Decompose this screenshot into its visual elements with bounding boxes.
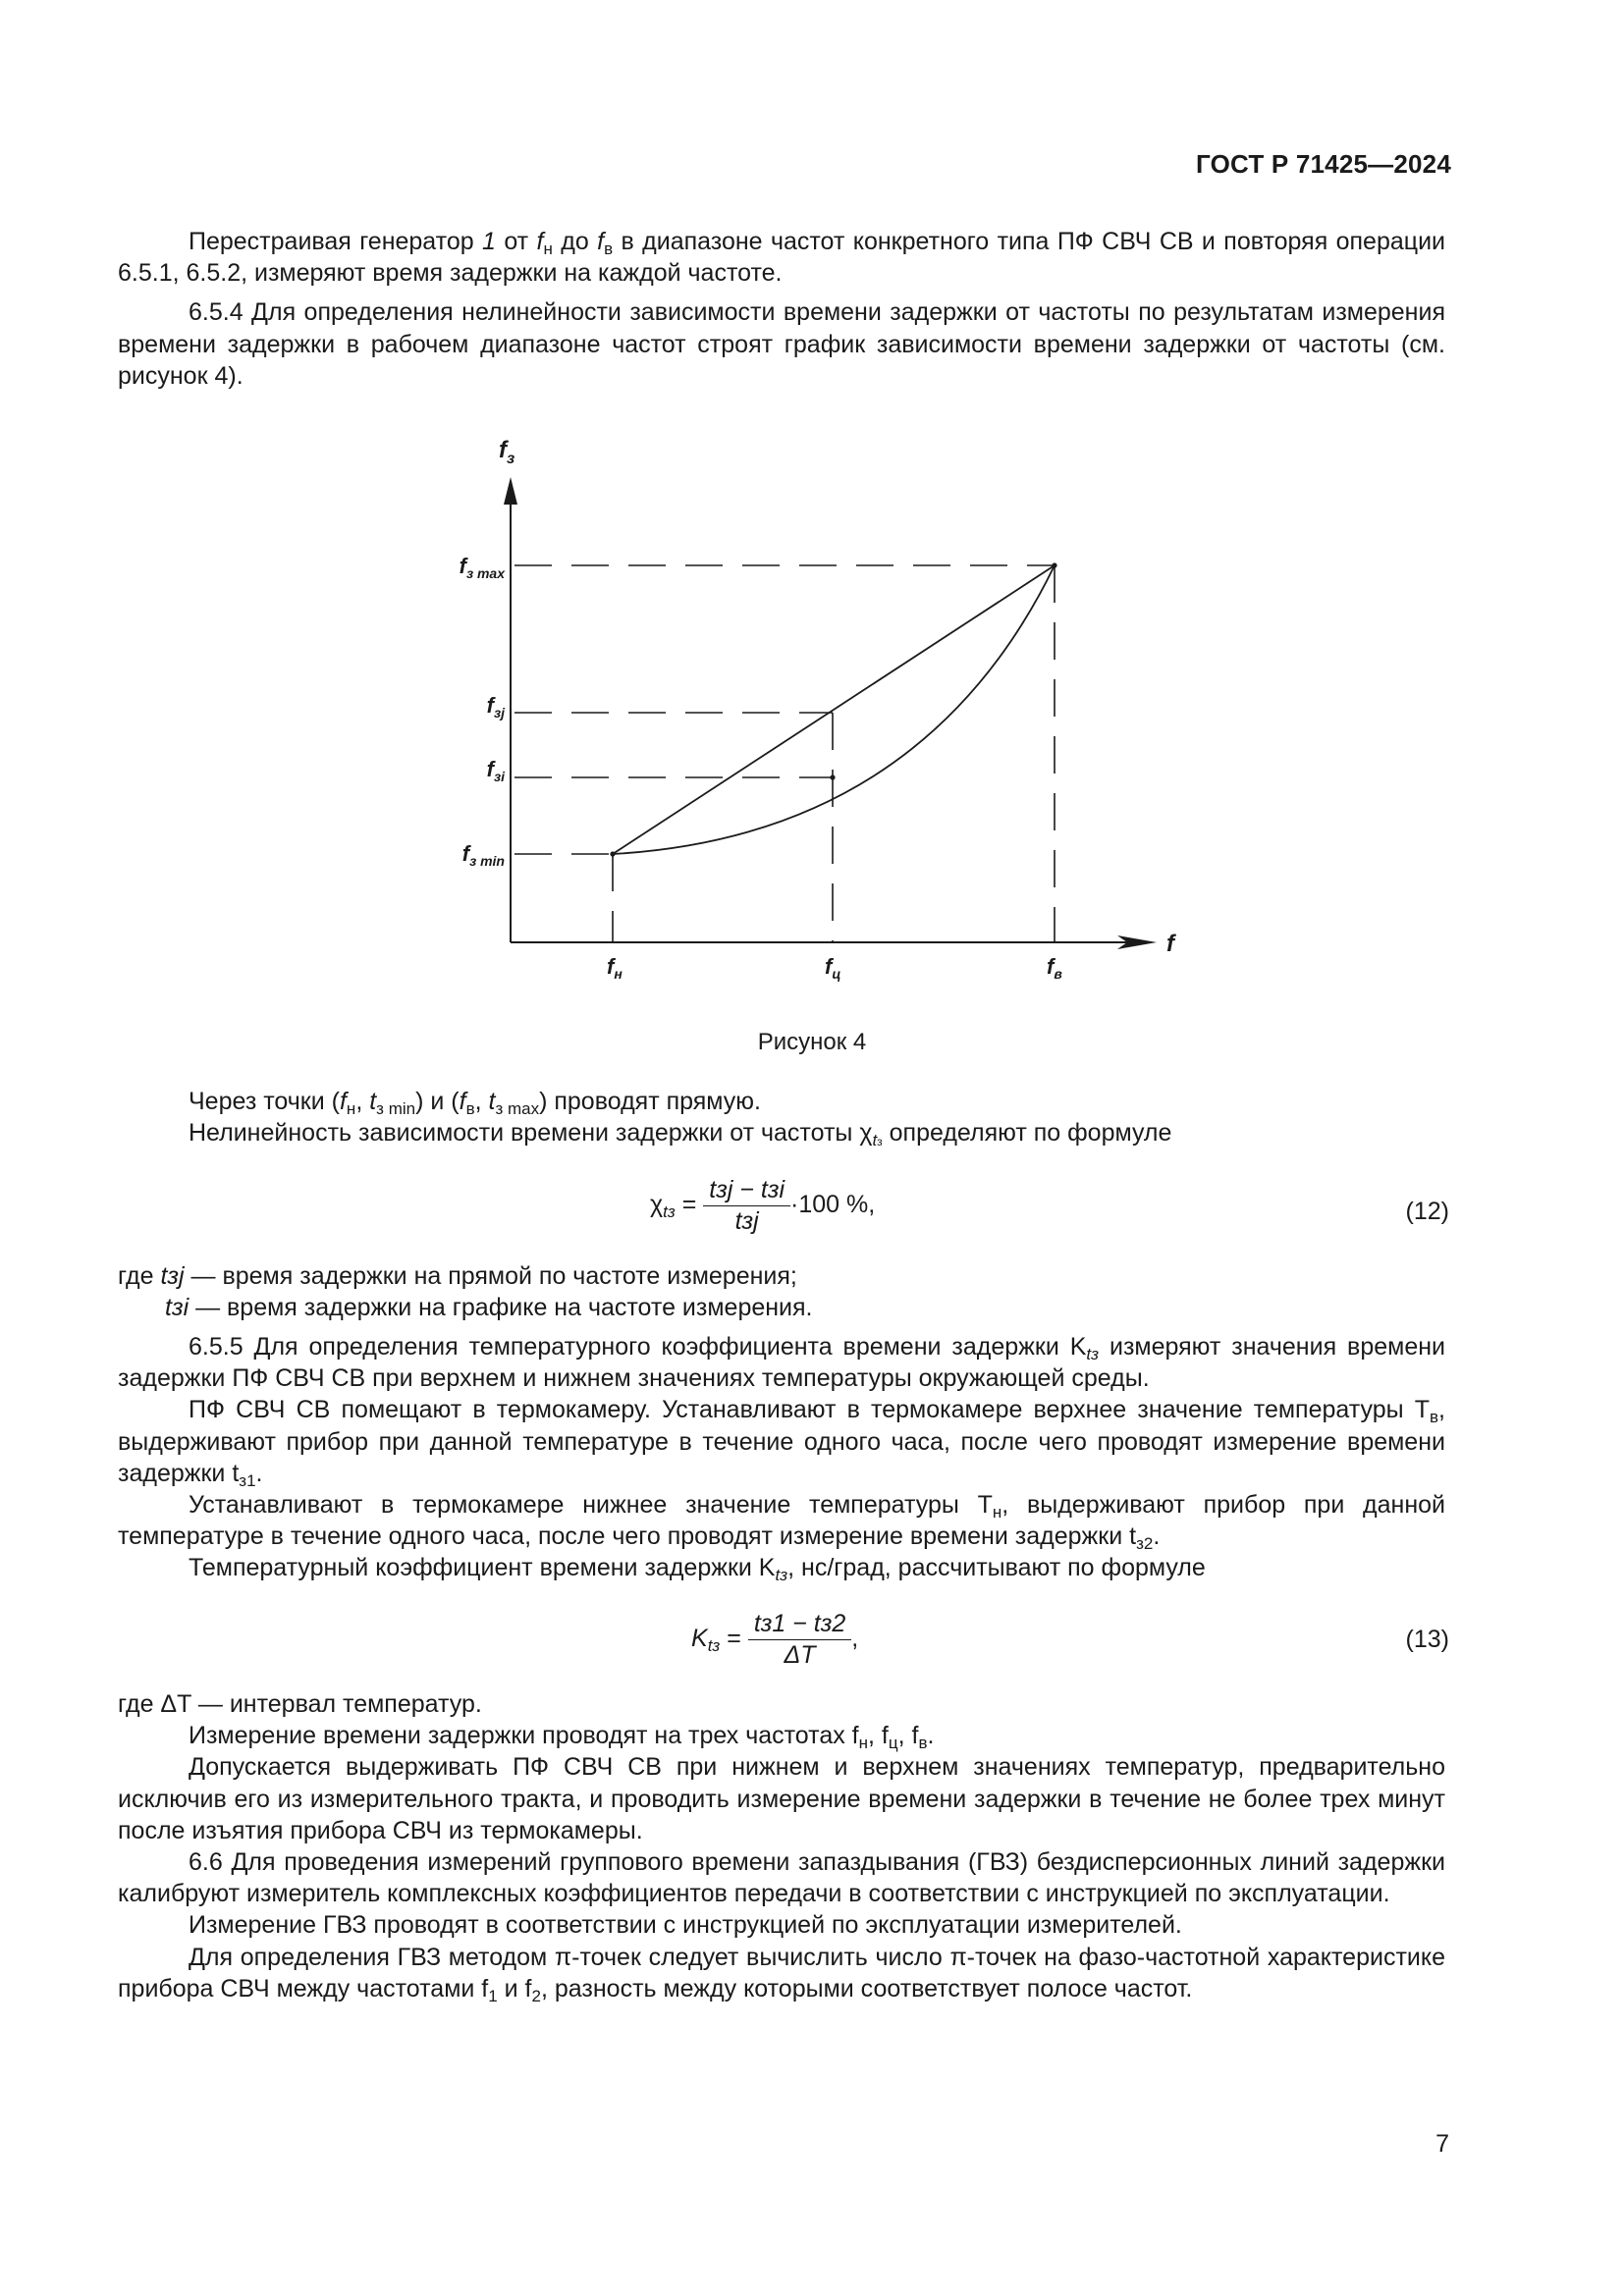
figure-caption: Рисунок 4 [757,1029,867,1055]
formula-12-fraction: $\frac{\text{tзj − tзi}}{\text{tзj}}$ [703,1176,790,1236]
point-max [1052,562,1056,567]
paragraph-6-6: 6.6 Для проведения измерений группового времени запаздывания (ГВЗ) бездисперсионных линий задержки калибруют измеритель комплексных коэффициентов передачи в соответствии с инструкцией по эксплуатации. [118,1848,1445,1908]
y-tick-fmax: $f_{з max}$ [459,554,505,581]
page-number: 7 [1435,2130,1449,2158]
equation-number-13: (13) [1405,1626,1449,1653]
measurement-text [118,1688,1445,2004]
x-axis-title: f [1166,931,1174,957]
equation-number-12: (12) [1405,1198,1449,1225]
paragraph-6-5-5: 6.5.5 Для определения температурного коэффициента времени задержки $K_{tз}$ измеряют значения времени задержки ПФ СВЧ СВ при верхнем и нижнем значениях температуры окружающей среды. [118,1333,1446,1393]
paragraph-nonlinearity: Нелинейность зависимости времени задержки от частоты $\chi_{tз}$ определяют по формуле [189,1119,1172,1150]
straight-line [613,565,1055,854]
intro-text [118,226,1445,392]
paragraph-points: Через точки ($f_н$, $t_{з min}$) и ($f_в$, $t_{з max}$) проводят прямую. [189,1088,761,1118]
y-axis-title: $f_з$ [499,437,515,467]
y-tick-fmin: $f_{з min}$ [461,841,505,869]
where-13: где ΔT — интервал температур. [118,1690,482,1718]
paragraph-allowed: Допускается выдерживать ПФ СВЧ СВ при нижнем и верхнем значениях температур, предварительно исключив его из измерительного тракта, и проводить измерение времени задержки в течение не более трех минут после изъятия прибора СВЧ из термокамеры. [118,1753,1445,1844]
y-axis-arrow [504,477,517,505]
paragraph-three-frequencies: Измерение времени задержки проводят на трех частотах $f_н$, $f_ц$, $f_в$. [189,1722,935,1753]
paragraph-6-5-4: 6.5.4 Для определения нелинейности зависимости времени задержки от частоты по результатам измерения времени задержки в рабочем диапазоне частот строят график зависимости времени задержки от частоты (см. рисунок 4). [118,298,1445,390]
document-header: ГОСТ Р 71425—2024 [1196,149,1451,179]
where-12-line-1: где tзj — время задержки на прямой по частоте измерения; [118,1262,797,1290]
paragraph-gvz-measurement: Измерение ГВЗ проводят в соответствии с инструкцией по эксплуатации измерителей. [189,1911,1182,1940]
paragraph-coefficient-formula-intro: Температурный коэффициент времени задержки $K_{tз}$, нс/град, рассчитывают по формуле [189,1554,1206,1585]
paragraph-thermochamber-upper: ПФ СВЧ СВ помещают в термокамеру. Устанавливают в термокамере верхнее значение температуры $T_в$, выдерживают прибор при данной температуре в течение одного часа, после чего проводят измерение времени задержки $t_{з1}$. [118,1396,1445,1490]
formula-13-fraction: $\frac{tз1 - tз2}{\Delta T}$ [748,1610,851,1670]
y-tick-fj: $f_{зj}$ [486,693,505,721]
temperature-coefficient-text [118,1331,1445,1584]
x-tick-fc: $f_ц$ [825,954,841,982]
formula-13: $K_{tз}$ = $\frac{tз1 - tз2}{\Delta T}$ , [691,1610,859,1669]
figure-4-chart [432,430,1218,999]
x-tick-fv: $f_в$ [1047,954,1062,982]
x-tick-fn: $f_н$ [607,954,623,982]
point-i [830,774,835,779]
y-tick-fi: $f_{зi}$ [486,757,505,784]
paragraph-pi-points: Для определения ГВЗ методом π-точек следует вычислить число π-точек на фазо-частотной характеристике прибора СВЧ между частотами $f_1$ и $f_2$, разность между которыми соответствует полосе частот. [118,1943,1445,2005]
where-12-line-2: tзi — время задержки на графике на частоте измерения. [165,1294,813,1321]
line-through-points-text [118,1086,1445,1148]
paragraph-thermochamber-lower: Устанавливают в термокамере нижнее значение температуры $T_н$, выдерживают прибор при данной температуре в течение одного часа, после чего проводят измерение времени задержки $t_{з2}$. [118,1491,1446,1554]
formula-12: $\chi_{tз}$ = $\frac{\text{tзj − tзi}}{\text{tзj}}$ ·100 %, [650,1176,876,1235]
paragraph-generator: Перестраивая генератор 1 от $f_н$ до $f_в$ в диапазоне частот конкретного типа ПФ СВЧ СВ и повторяя операции 6.5.1, 6.5.2, измеряют время задержки на каждой частоте. [118,228,1446,288]
point-min [610,851,615,856]
